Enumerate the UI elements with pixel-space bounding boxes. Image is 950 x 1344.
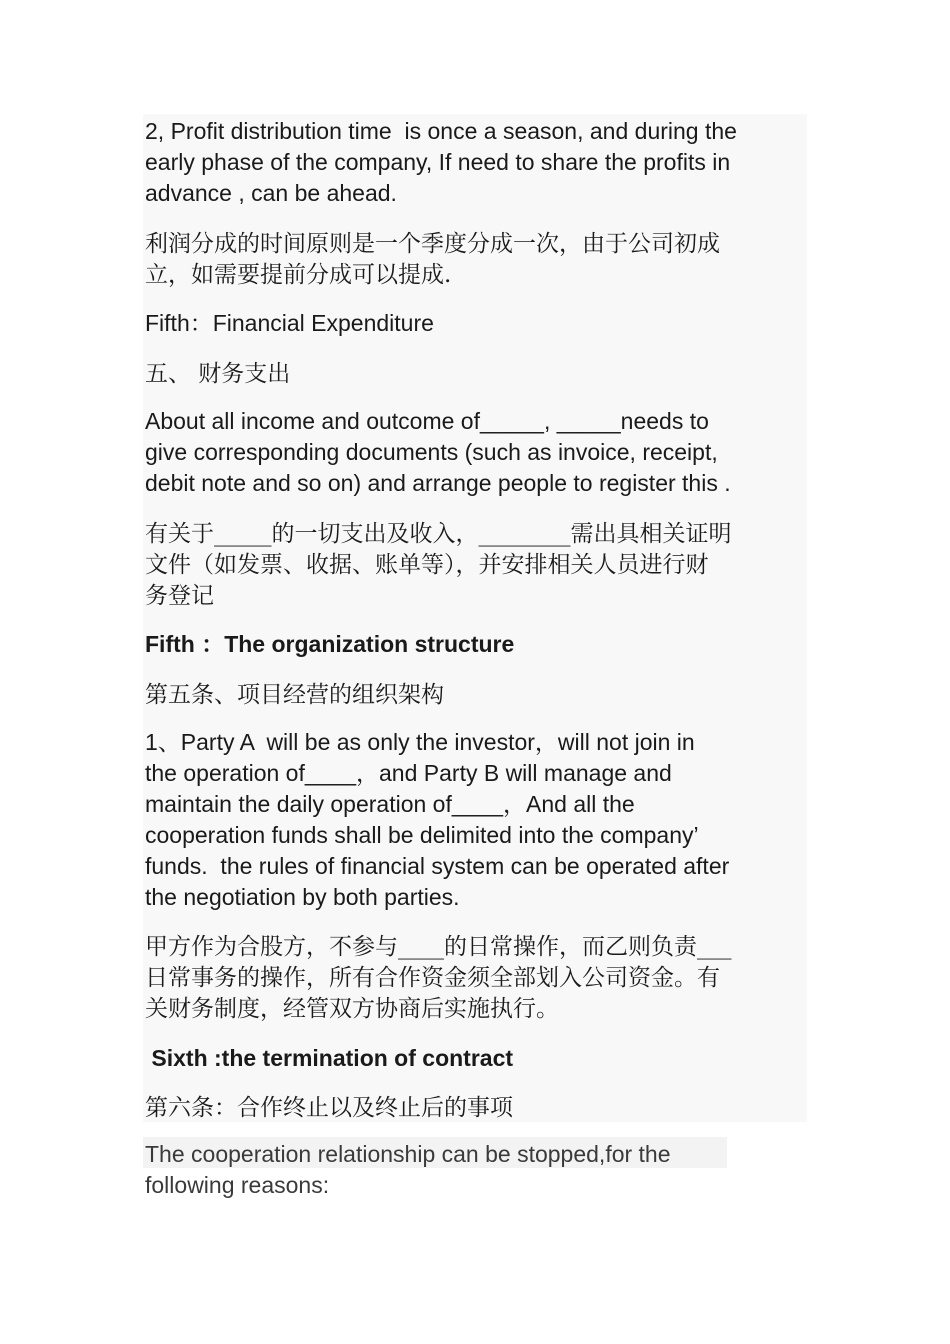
profit-distribution-paragraph-cn: 利润分成的时间原则是一个季度分成一次，由于公司初成 立，如需要提前分成可以提成. bbox=[145, 231, 720, 288]
financial-expenditure-paragraph-en: About all income and outcome of_____, _____needs to give corresponding documents (such as invoice, receipt, debit note and so on) and arrange people to register this . bbox=[145, 408, 731, 496]
termination-paragraph-en: The cooperation relationship can be stopped,for the following reasons: bbox=[145, 1141, 671, 1198]
financial-expenditure-heading-cn: 五、 财务支出 bbox=[145, 361, 291, 387]
organization-structure-heading-en: Fifth ：The organization structure bbox=[145, 631, 515, 657]
financial-expenditure-paragraph-cn: 有关于_____的一切支出及收入，________需出具相关证明 文件（如发票、收据、账单等），并安排相关人员进行财 务登记 bbox=[145, 521, 732, 609]
termination-heading-en: Sixth :the termination of contract bbox=[145, 1045, 514, 1071]
organization-structure-heading-cn: 第五条、项目经营的组织架构 bbox=[145, 682, 444, 708]
financial-expenditure-heading-en: Fifth：Financial Expenditure bbox=[145, 310, 434, 336]
organization-structure-paragraph-en: 1、Party A will be as only the investor，will not join in the operation of____，and Party B will manage and maintain the daily operation of____，And all the cooperation funds shall be delimited into the company’ funds. the rules of financial system can be operated after the negotiation by both parties. bbox=[145, 729, 730, 910]
termination-heading-cn: 第六条：合作终止以及终止后的事项 bbox=[145, 1095, 513, 1121]
profit-distribution-paragraph-en: 2, Profit distribution time is once a season, and during the early phase of the company, If need to share the profits in advance , can be ahead. bbox=[145, 118, 737, 206]
organization-structure-paragraph-cn: 甲方作为合股方，不参与____的日常操作，而乙则负责___ 日常事务的操作，所有合作资金须全部划入公司资金。有 关财务制度，经管双方协商后实施执行。 bbox=[145, 934, 732, 1022]
